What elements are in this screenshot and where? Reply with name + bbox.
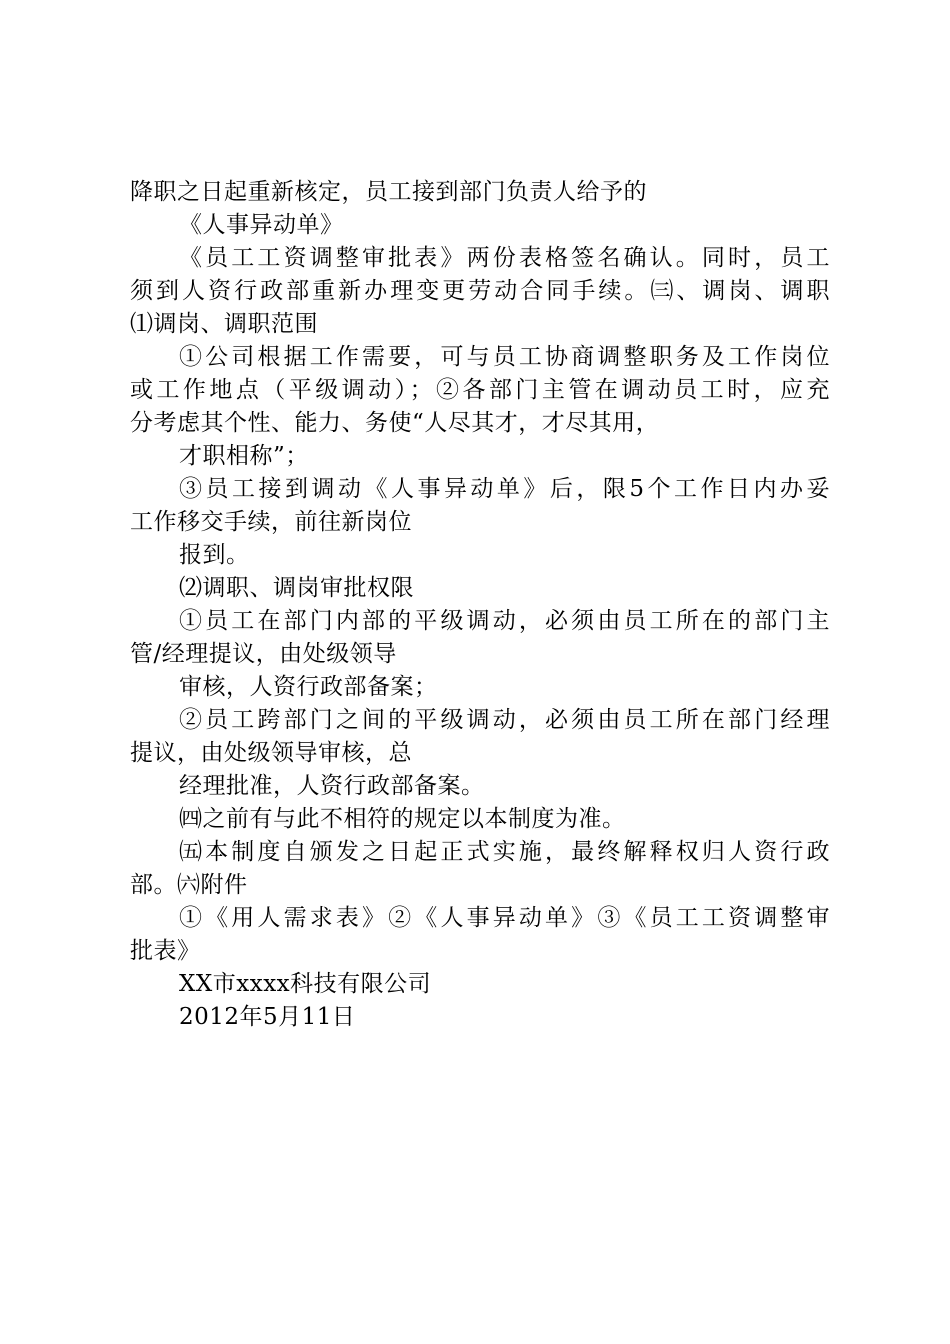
- text-line: 2012年5月11日: [179, 1004, 356, 1030]
- text-line: 批表》: [130, 938, 201, 964]
- text-line: ⑵调职、调岗审批权限: [179, 575, 414, 601]
- text-line: ①公司根据工作需要，可与员工协商调整职务及工作岗位: [179, 344, 830, 370]
- text-line: 经理批准，人资行政部备案。: [179, 773, 485, 799]
- text-line: 《员工工资调整审批表》两份表格签名确认。同时，员工: [179, 245, 830, 271]
- text-line: 报到。: [179, 542, 250, 568]
- text-line: 分考虑其个性、能力、务使“人尽其才，才尽其用，: [130, 410, 660, 436]
- text-line: ②员工跨部门之间的平级调动，必须由员工所在部门经理: [179, 707, 830, 733]
- document-body: [130, 176, 830, 1034]
- text-line: 降职之日起重新核定，员工接到部门负责人给予的: [130, 179, 647, 205]
- text-line: 《人事异动单》: [179, 212, 344, 238]
- text-line: ㈤本制度自颁发之日起正式实施，最终解释权归人资行政: [179, 839, 830, 865]
- text-line: XX市xxxx科技有限公司: [179, 971, 432, 997]
- document-page: [130, 176, 830, 1034]
- text-line: 须到人资行政部重新办理变更劳动合同手续。㈢、调岗、调职: [130, 278, 830, 304]
- text-line: ①员工在部门内部的平级调动，必须由员工所在的部门主: [179, 608, 830, 634]
- text-line: 提议，由处级领导审核，总: [130, 740, 412, 766]
- text-line: 审核，人资行政部备案；: [179, 674, 438, 700]
- text-line: 或工作地点（平级调动）；②各部门主管在调动员工时，应充: [130, 377, 830, 403]
- text-line: 部。㈥附件: [130, 872, 248, 898]
- text-line: 才职相称”；: [179, 443, 309, 469]
- text-line: ㈣之前有与此不相符的规定以本制度为准。: [179, 806, 626, 832]
- text-line: 工作移交手续，前往新岗位: [130, 509, 412, 535]
- text-line: 管/经理提议，由处级领导: [130, 641, 397, 667]
- text-line: ③员工接到调动《人事异动单》后，限5个工作日内办妥: [179, 476, 830, 502]
- text-line: ⑴调岗、调职范围: [130, 311, 318, 337]
- text-line: ①《用人需求表》②《人事异动单》③《员工工资调整审: [179, 905, 830, 931]
